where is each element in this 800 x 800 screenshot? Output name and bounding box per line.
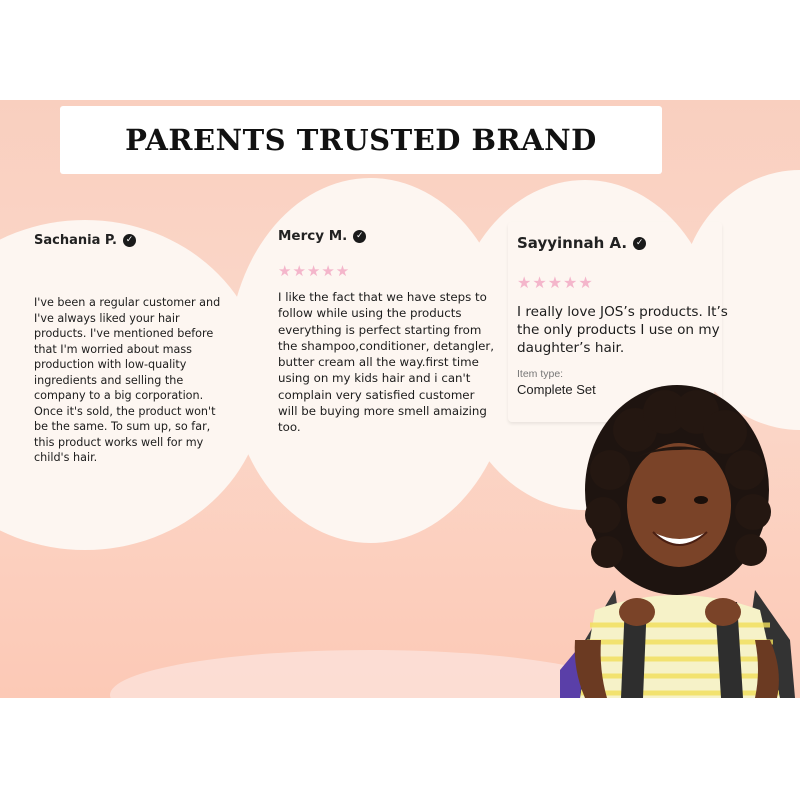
- testimonial-banner: [0, 100, 800, 698]
- page-title: PARENTS TRUSTED BRAND: [125, 123, 597, 157]
- item-type-label: Item type:: [517, 368, 564, 380]
- check-circle-icon: ✓: [633, 237, 646, 250]
- star-rating: ★★★★★: [278, 263, 351, 280]
- review-card: [34, 233, 232, 466]
- podium-shape: [110, 650, 630, 698]
- reviewer-name: Mercy M.: [278, 228, 348, 244]
- check-circle-icon: ✓: [353, 230, 366, 243]
- review-text: I've been a regular customer and I've always liked your hair products. I've mentioned before that I'm worried about mass production with low-quality ingredients and selling the company to a big corporation. Once it's sold, the product won't be the same. To sum up, so far, this product works well for my child's hair.: [34, 296, 221, 464]
- star-rating: ★★★★★: [517, 275, 594, 292]
- review-text: I like the fact that we have steps to follow while using the products everything is perfect starting from the shampoo,conditioner, detangler, butter cream all the way.first time using on my kids hair and i can't complain very satisfied customer will be buying more smell amaizing too.: [278, 290, 494, 435]
- reviewer-name: Sachania P.: [34, 233, 117, 248]
- title-box: [60, 106, 662, 174]
- check-circle-icon: ✓: [123, 234, 136, 247]
- review-text: I really love JOS’s products. It’s the only products I use on my daughter’s hair.: [517, 304, 728, 356]
- girl-photo: [555, 340, 800, 698]
- review-card: [278, 228, 496, 436]
- reviewer-name: Sayyinnah A.: [517, 234, 628, 252]
- item-type-value: Complete Set: [517, 382, 596, 397]
